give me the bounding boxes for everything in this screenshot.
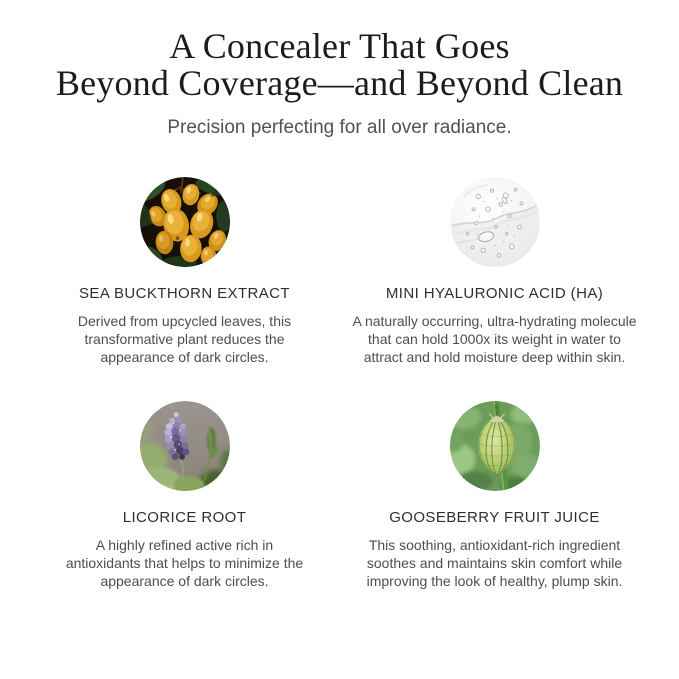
page-title-line2: Beyond Coverage—and Beyond Clean: [55, 63, 624, 103]
sea-buckthorn-berries-icon: [140, 177, 230, 267]
ingredient-card-gooseberry: [340, 401, 650, 591]
ingredient-card-licorice-root: [30, 401, 340, 591]
ingredient-description: A naturally occurring, ultra-hydrating molecule that can hold 1000x its weight in water to attract and hold moisture deep within skin.: [352, 313, 637, 366]
gel-texture-icon: [450, 177, 540, 267]
ingredient-name: SEA BUCKTHORN EXTRACT: [79, 285, 290, 302]
ingredients-grid: [0, 177, 679, 590]
licorice-flower-icon: [140, 401, 230, 491]
hyaluronic-acid-photo: [450, 177, 540, 267]
ingredient-name: MINI HYALURONIC ACID (HA): [385, 285, 604, 302]
ingredient-name: LICORICE ROOT: [122, 508, 247, 526]
gooseberry-photo: [450, 401, 540, 491]
ingredient-description: A highly refined active rich in antioxidants that helps to minimize the appearance of dark circles.: [65, 536, 304, 590]
ingredient-name: GOOSEBERRY FRUIT JUICE: [389, 508, 600, 526]
ingredient-description: Derived from upcycled leaves, this transformative plant reduces the appearance of dark circles.: [77, 313, 292, 366]
gooseberry-husk-icon: [450, 401, 540, 491]
ingredient-card-sea-buckthorn: [30, 177, 340, 367]
page-subtitle: Precision perfecting for all over radiance.: [167, 117, 512, 138]
ingredient-card-hyaluronic-acid: [340, 177, 650, 367]
page-title: [0, 28, 679, 102]
ingredient-description: This soothing, antioxidant-rich ingredient soothes and maintains skin comfort while improving the look of healthy, plump skin.: [366, 536, 623, 590]
sea-buckthorn-photo: [140, 177, 230, 267]
page-title-line1: A Concealer That Goes: [169, 26, 510, 66]
licorice-root-photo: [140, 401, 230, 491]
